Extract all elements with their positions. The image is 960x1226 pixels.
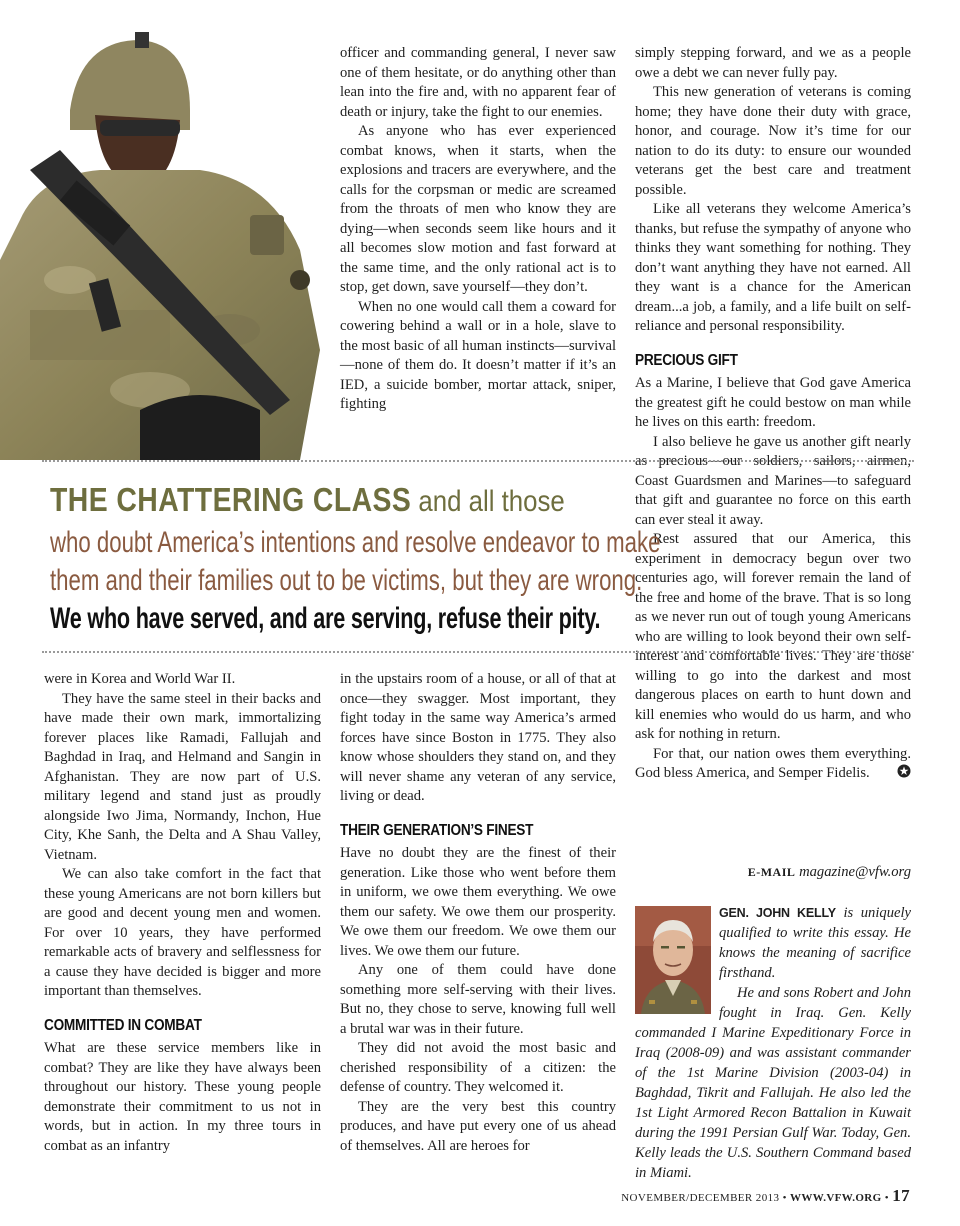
author-bio [635, 903, 911, 1183]
footer-separator: • [884, 1192, 890, 1204]
column-2-bottom [340, 670, 616, 1156]
pull-quote-line-1 [50, 478, 566, 524]
column-2-top [340, 44, 616, 415]
paragraph: officer and commanding general, I never saw one of them hesitate, or do anything other than lean into the fire and, with no apparent fear of death or injury, take the fight to our enemies. [340, 45, 616, 120]
page-footer [621, 1186, 910, 1206]
column-1-bottom [44, 670, 321, 1156]
paragraph: Rest assured that our America, this experiment in democracy begun over two centuries ago, will forever remain the land of the free and home of the brave. That is so long as we never run out of tough young Americans who are willing to look beyond their own self-interest and comfortable lives. They are those willing to go into the darkest and most dangerous places on earth to hunt down and kill enemies who would do us harm, and who ask for nothing in return. [635, 531, 911, 742]
website-link[interactable]: WWW.VFW.ORG [790, 1192, 882, 1204]
pull-quote-line-4: We who have served, and are serving, refuse their pity. [50, 602, 601, 635]
paragraph: simply stepping forward, and we as a people owe a debt we can never fully pay. [635, 45, 911, 81]
paragraph: We can also take comfort in the fact that these young Americans are not born killers but are good and decent young men and women. For over 10 years, they have performed remarkable acts of bravery and selflessness for a cause they have decided is bigger and more important than themselves. [44, 866, 321, 999]
paragraph: As a Marine, I believe that God gave America the greatest gift he could bestow on man while he lives on this earth: freedom. [635, 375, 911, 430]
closing-text: For that, our nation owes them everything. God bless America, and Semper Fidelis. [635, 745, 911, 781]
soldier-photo [0, 30, 330, 460]
end-mark-icon [879, 764, 911, 785]
section-heading-committed: COMMITTED IN COMBAT [44, 1016, 202, 1034]
paragraph: What are these service members like in combat? They are like they have always been throughout our history. These young people demonstrate their commitment to us not in words, but in action. In my three tours in combat as an infantry [44, 1040, 321, 1154]
divider-top [42, 460, 914, 462]
paragraph: in the upstairs room of a house, or all of that at once—they swagger. Most important, they fight today in the same way America’s armed forces have since Boston in 1775. They also know whose shoulders they stand on, and they will never shame any veteran of any service, living or dead. [340, 671, 616, 804]
paragraph: As anyone who has ever experienced combat knows, when it starts, when the explosions and tracers are everywhere, and the calls for the corpsman or medic are screamed from the throats of men who know they are dying—when seconds seem like hours and it all becomes slow motion and fast forward at the same time, and the only rational act is to stop, get down, save yourself—they don’t. [340, 123, 616, 295]
paragraph: This new generation of veterans is coming home; they have done their duty with grace, honor, and courage. Now it’s time for our nation to do its duty: to ensure our wounded veterans get the best care and treatment possible. [635, 84, 911, 198]
pull-quote-line-1-rest: and all those [418, 485, 565, 518]
email-address[interactable]: magazine@vfw.org [799, 864, 911, 880]
pull-quote-line-3: them and their families out to be victims, but they are wrong. [50, 564, 643, 597]
paragraph: They did not avoid the most basic and cherished responsibility of a citizen: the defense of country. They welcomed it. [340, 1040, 616, 1095]
email-label: E-MAIL [747, 865, 796, 879]
divider-bottom [42, 651, 914, 653]
footer-separator: • [782, 1192, 787, 1204]
paragraph: When no one would call them a coward for cowering behind a wall or in a hole, slave to the most basic of all human instincts—survival—none of them do. It doesn’t matter if it’s an IED, a suicide bomber, mortar attack, sniper, fighting [340, 298, 616, 412]
section-heading-precious-gift: PRECIOUS GIFT [635, 351, 738, 369]
author-bio-intro: is uniquely qualified to write this essay. He knows the meaning of sacrifice firsthand. [719, 905, 911, 981]
author-name: GEN. JOHN KELLY [719, 906, 836, 920]
page-number: 17 [892, 1186, 910, 1205]
column-3 [635, 44, 911, 785]
pull-quote-bold: THE CHATTERING CLASS [50, 481, 412, 518]
email-line [636, 864, 911, 881]
pull-quote-line-2: who doubt America’s intentions and resolve endeavor to make [50, 526, 661, 559]
pull-quote [50, 478, 661, 638]
issue-date: NOVEMBER/DECEMBER 2013 [621, 1192, 780, 1204]
paragraph: I also believe he gave us another gift nearly as precious—our soldiers, sailors, airmen, Coast Guardsmen and Marines—to safeguard that gift and guarantee no force on this earth can ever steal it away. [635, 433, 911, 528]
paragraph: Like all veterans they welcome America’s thanks, but refuse the sympathy of anyone who thinks they want something for nothing. They don’t want anything they have not earned. All they want is a chance for the American dream...a job, a family, and a life built on self-reliance and personal responsibility. [635, 201, 911, 334]
paragraph [635, 745, 911, 784]
paragraph: They have the same steel in their backs and have made their own mark, immortalizing forever places like Ramadi, Fallujah and Baghdad in Iraq, and Helmand and Sangin in Afghanistan. They are now part of U.S. military legend and stand just as proudly alongside Iwo Jima, Normandy, Inchon, Hue City, Khe Sanh, the Delta and A Shau Valley, Vietnam. [44, 690, 321, 863]
paragraph: They are the very best this country produces, and have put every one of us ahead of themselves. All are heroes for [340, 1098, 616, 1154]
author-bio-detail: He and sons Robert and John fought in Iraq. Gen. Kelly commanded I Marine Expeditionary Force in Iraq (2008-09) and was assistant commander of the 1st Marine Division (2003-04) in Baghdad, Tikrit and Fallujah. He also led the 1st Light Armored Recon Battalion in Kuwait during the 1991 Persian Gulf War. Today, Gen. Kelly leads the U.S. Southern Command based in Miami. [635, 985, 911, 1181]
paragraph: were in Korea and World War II. [44, 671, 236, 687]
paragraph: Any one of them could have done something more self-serving with their lives. But no, they chose to serve, knowing full well a brutal war was in their future. [340, 962, 616, 1037]
paragraph: Have no doubt they are the finest of their generation. Like those who went before them in uniform, we owe them everything. We owe them our safety. We owe them our prosperity. We owe them our freedom. We owe them our lives. We owe them our future. [340, 845, 616, 959]
section-heading-generation: THEIR GENERATION’S FINEST [340, 821, 534, 839]
